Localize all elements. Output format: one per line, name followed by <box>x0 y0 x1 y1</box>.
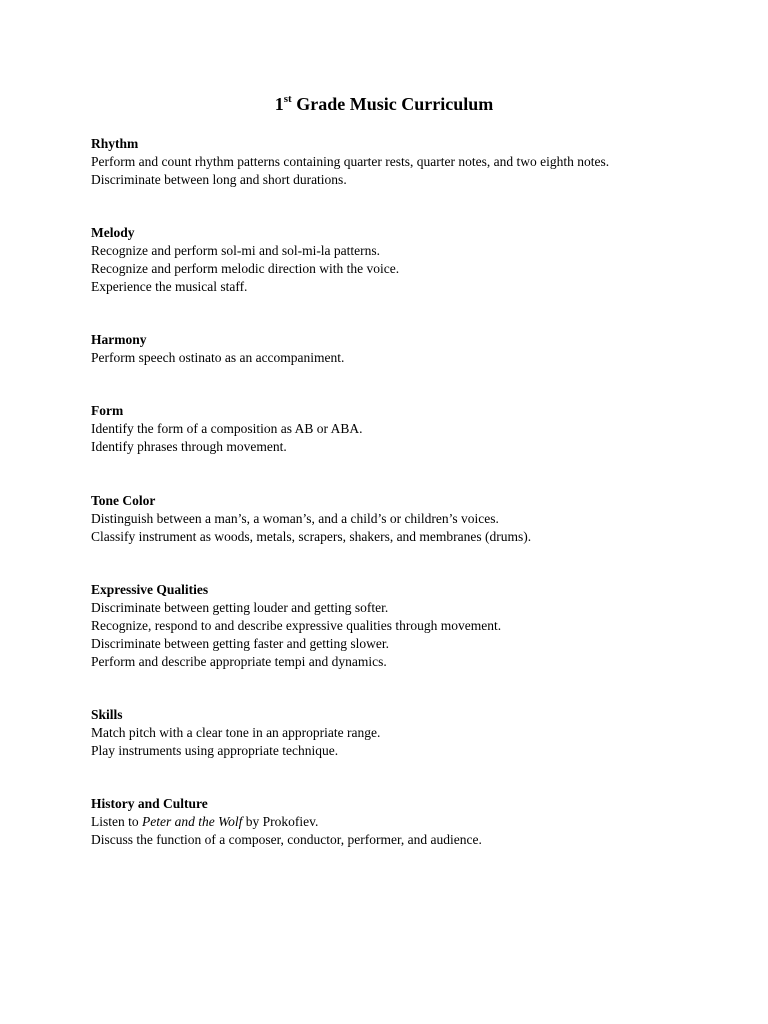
section-line: Distinguish between a man’s, a woman’s, and a child’s or children’s voices. <box>91 511 499 526</box>
section-line: Recognize, respond to and describe expressive qualities through movement. <box>91 618 502 633</box>
section-heading: Rhythm <box>91 136 139 151</box>
section-form <box>91 402 711 456</box>
line-suffix: by Prokofiev. <box>242 814 319 829</box>
section-heading: Expressive Qualities <box>91 582 209 597</box>
section-harmony <box>91 331 711 367</box>
section-heading: Harmony <box>91 332 147 347</box>
section-line: Perform and describe appropriate tempi and dynamics. <box>91 654 387 669</box>
section-line: Identify phrases through movement. <box>91 439 287 454</box>
section-line: Discriminate between getting louder and getting softer. <box>91 600 389 615</box>
section-line: Recognize and perform sol-mi and sol-mi-la patterns. <box>91 243 381 258</box>
line-prefix: Listen to <box>91 814 142 829</box>
section-heading: History and Culture <box>91 796 208 811</box>
title-text: Grade Music Curriculum <box>291 94 494 114</box>
section-line: Recognize and perform melodic direction with the voice. <box>91 261 400 276</box>
section-line: Discuss the function of a composer, conductor, performer, and audience. <box>91 832 482 847</box>
section-line: Match pitch with a clear tone in an appropriate range. <box>91 725 381 740</box>
section-heading: Skills <box>91 707 123 722</box>
section-history-and-culture <box>91 795 711 849</box>
title-superscript: st <box>283 93 292 105</box>
section-line: Perform speech ostinato as an accompaniment. <box>91 350 345 365</box>
section-line: Play instruments using appropriate technique. <box>91 743 339 758</box>
section-heading: Form <box>91 403 124 418</box>
section-tone-color <box>91 492 711 546</box>
section-heading: Melody <box>91 225 135 240</box>
section-line: Identify the form of a composition as AB or ABA. <box>91 421 363 436</box>
section-line: Discriminate between getting faster and getting slower. <box>91 636 390 651</box>
section-skills <box>91 706 711 760</box>
section-heading: Tone Color <box>91 493 156 508</box>
section-melody <box>91 224 711 296</box>
section-line: Perform and count rhythm patterns containing quarter rests, quarter notes, and two eighth notes. <box>91 154 610 169</box>
title-number: 1 <box>274 94 284 114</box>
work-title: Peter and the Wolf <box>142 814 243 829</box>
section-line: Experience the musical staff. <box>91 279 248 294</box>
section-rhythm <box>91 135 711 189</box>
section-expressive-qualities <box>91 581 711 671</box>
section-line: Classify instrument as woods, metals, scrapers, shakers, and membranes (drums). <box>91 529 532 544</box>
section-line: Discriminate between long and short durations. <box>91 172 347 187</box>
section-line <box>91 813 711 831</box>
page-title <box>0 91 768 117</box>
